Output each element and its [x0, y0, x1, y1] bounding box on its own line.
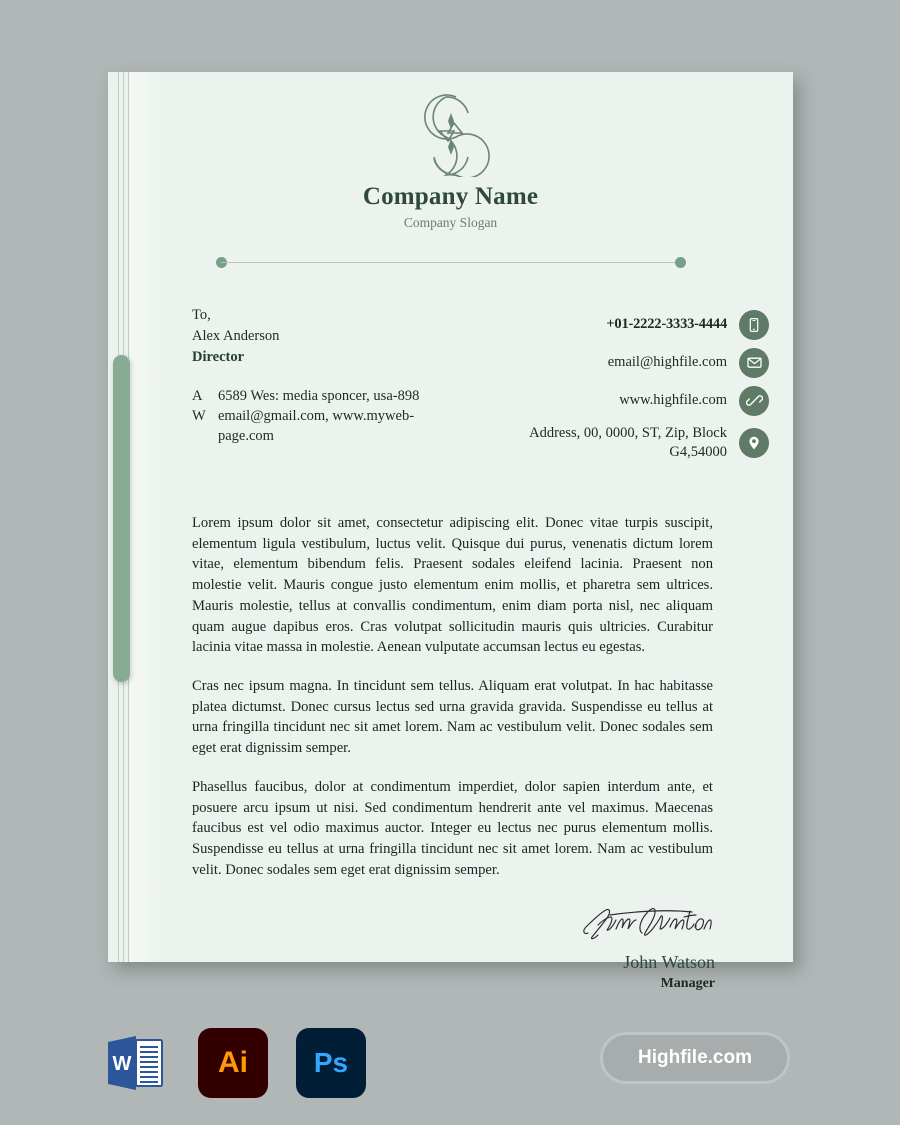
adobe-photoshop-icon[interactable] [296, 1028, 366, 1098]
page-left-light-band [130, 72, 170, 962]
adobe-illustrator-icon[interactable] [198, 1028, 268, 1098]
address-value: 6589 Wes: media sponcer, usa-898 [218, 388, 420, 405]
contact-website-text: www.highfile.com [619, 392, 727, 409]
recipient-web-line [192, 407, 457, 446]
highfile-badge-label: Highfile.com [637, 1047, 752, 1068]
contact-item-website[interactable] [469, 382, 769, 419]
page-sheet [108, 72, 793, 991]
contact-item-phone[interactable] [469, 306, 769, 343]
location-pin-icon [739, 428, 769, 458]
address-key: A [192, 388, 203, 405]
web-value: email@gmail.com, www.myweb-page.com [218, 408, 415, 444]
company-name: Company Name [362, 183, 539, 210]
photoshop-label: Ps [313, 1047, 349, 1078]
handwritten-signature [580, 903, 715, 945]
body-paragraph-3: Phasellus faucibus, dolor at condimentum imperdiet, dolor sapien interdum ante, et posuere arcu ipsum ut nisi. Sed condimentum hendrerit ante vel maximus. Maecenas faucibus est vel odio maximus auctor. Integer eu lectus nec purus elementum mollis. Suspendisse eu tellus at urna fringilla tincidunt nec sit amet lorem. Nam ac vestibulum velit. Donec sodales sem eget erat dignissim semper. [192, 778, 713, 878]
recipient-role: Director [192, 349, 245, 366]
monogram-s-logo [410, 87, 492, 177]
left-accent-bar [113, 355, 130, 682]
contact-row [108, 268, 793, 467]
svg-text:W: W [112, 1053, 132, 1075]
letterhead-page [108, 72, 793, 991]
recipient-name: Alex Anderson [192, 328, 280, 345]
contact-item-address[interactable] [469, 420, 769, 466]
contact-email-text: email@highfile.com [607, 354, 727, 371]
link-icon [739, 386, 769, 416]
signature-name: John Watson [623, 951, 715, 972]
letter-body [108, 467, 793, 881]
recipient-block [192, 306, 457, 467]
app-format-icons [100, 1028, 366, 1098]
divider-line [221, 262, 681, 263]
phone-icon [739, 310, 769, 340]
body-paragraph-2: Cras nec ipsum magna. In tincidunt sem tellus. Aliquam erat volutpat. In hac habitasse platea dictumst. Donec cursus lectus sed urna gravida gravida. Suspendisse eu tellus at urna fringilla tincidunt nec sit amet lorem. Nam ac vestibulum velit. Donec sodales sem eget erat dignissim semper. [192, 678, 713, 757]
web-key: W [192, 408, 206, 425]
contact-address-text: Address, 00, 0000, ST, Zip, Block G4,54000 [529, 425, 727, 460]
envelope-icon [739, 348, 769, 378]
company-slogan: Company Slogan [403, 215, 498, 230]
organization-contacts [469, 306, 769, 467]
recipient-address-line [192, 387, 457, 407]
signature-block [108, 903, 793, 992]
divider-dot-right [675, 257, 686, 268]
header-divider [216, 257, 686, 268]
signature-role: Manager [660, 975, 715, 991]
microsoft-word-icon[interactable] [100, 1028, 170, 1098]
letterhead-header [108, 72, 793, 231]
body-paragraph-1: Lorem ipsum dolor sit amet, consectetur adipiscing elit. Donec vitae turpis suscipit, elementum ligula vestibulum, luctus velit. Quisque dui purus, venenatis dictum lorem vitae, elementum bibendum felis. Praesent sodales eleifend lacinia. Praesent non molestie velit. Mauris congue justo elementum enim mollis, et pharetra sem ultrices. Mauris molestie, tellus at convallis condimentum, enim diam porta nisl, nec aliquam quam augue dapibus eros. Cras volutpat sollicitudin mauris quis ultricies. Curabitur lacinia vitae massa in molestie. Aenean vulputate accumsan lectus eu egestas. [192, 515, 713, 656]
recipient-address-block [192, 387, 457, 446]
contact-phone-text: +01-2222-3333-4444 [606, 316, 727, 333]
footer [0, 1020, 900, 1110]
contact-item-email[interactable] [469, 344, 769, 381]
illustrator-label: Ai [218, 1046, 248, 1079]
highfile-badge[interactable] [600, 1032, 790, 1084]
recipient-to-label: To, [192, 307, 211, 323]
